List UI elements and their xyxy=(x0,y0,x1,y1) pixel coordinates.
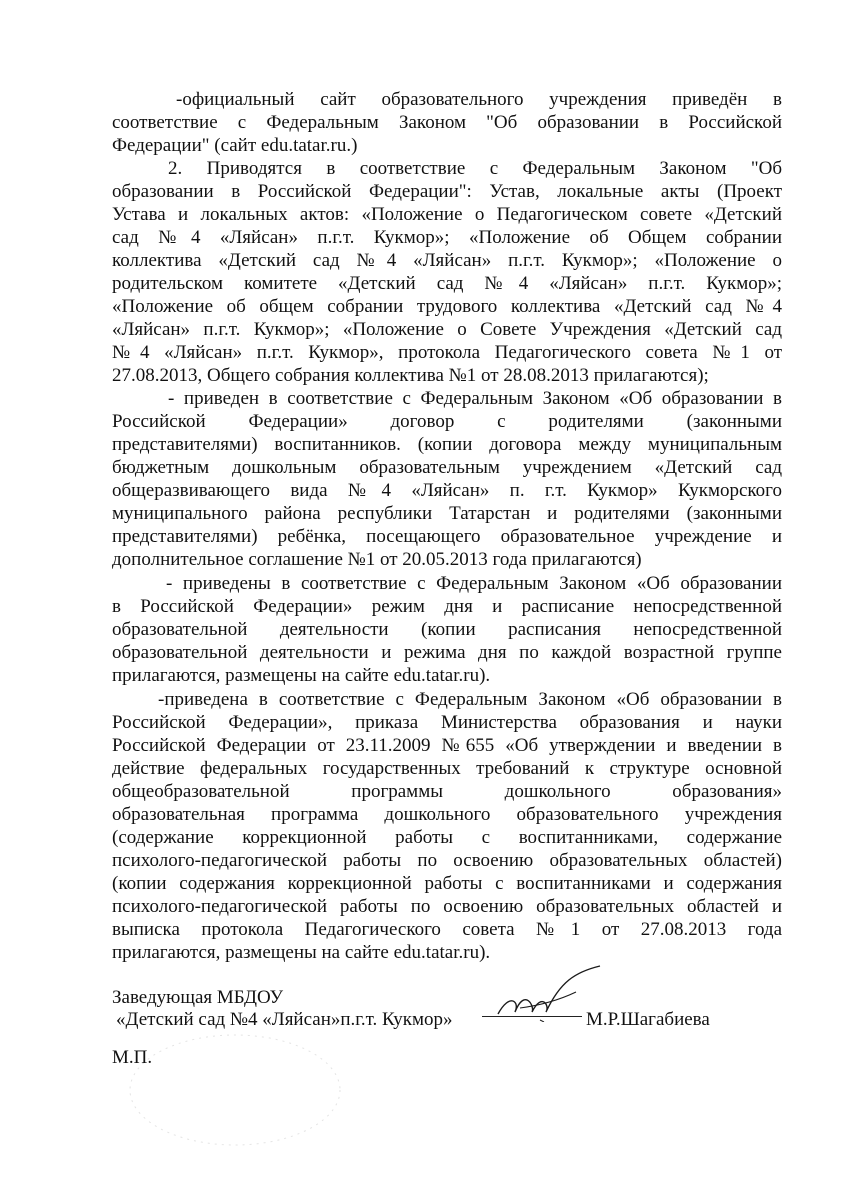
institution-name: «Детский сад №4 «Ляйсан»п.г.т. Кукмор» xyxy=(116,1009,453,1030)
text-line: (содержание коррекционной работы с воспитанниками, содержание xyxy=(112,827,782,848)
text-line: выписка протокола Педагогического совета №1 от 27.08.2013 года xyxy=(112,919,782,940)
signatory-name: М.Р.Шагабиева xyxy=(586,1009,710,1030)
text-line: образовательной деятельности (копии расписания непосредственной xyxy=(112,619,782,640)
text-line: 2. Приводятся в соответствие с Федеральным Законом "Об xyxy=(168,158,782,179)
text-line: муниципального района республики Татарстан и родителями (законными xyxy=(112,503,782,524)
text-line: психолого-педагогической работы по освоению образовательных областей и xyxy=(112,896,782,917)
text-line: соответствие с Федеральным Законом "Об образовании в Российской xyxy=(112,112,782,133)
text-line: Устава и локальных актов: «Положение о Педагогическом совете «Детский xyxy=(112,204,782,225)
text-line: общеразвивающего вида №4 «Ляйсан» п. г.т. Кукмор» Кукморского xyxy=(112,480,782,501)
text-line: прилагаются, размещены на сайте edu.tatar.ru). xyxy=(112,942,491,963)
signature-line xyxy=(482,1016,582,1017)
text-line: -приведена в соответствие с Федеральным Законом «Об образовании в xyxy=(158,689,782,710)
text-line: сад №4 «Ляйсан» п.г.т. Кукмор»; «Положение об Общем собрании xyxy=(112,227,782,248)
text-line: Российской Федерации», приказа Министерства образования и науки xyxy=(112,712,782,733)
text-line: коллектива «Детский сад №4 «Ляйсан» п.г.т. Кукмор»; «Положение о xyxy=(112,250,782,271)
text-line: родительском комитете «Детский сад №4 «Ляйсан» п.г.т. Кукмор»; xyxy=(112,273,782,294)
position-title: Заведующая МБДОУ xyxy=(112,987,284,1008)
text-line: Федерации" (сайт edu.tatar.ru.) xyxy=(112,135,358,156)
text-line: в Российской Федерации» режим дня и расписание непосредственной xyxy=(112,596,782,617)
text-line: образовательной деятельности и режима дня по каждой возрастной группе xyxy=(112,642,782,663)
text-line: «Положение об общем собрании трудового коллектива «Детский сад №4 xyxy=(112,296,782,317)
text-line: -официальный сайт образовательного учреждения приведён в xyxy=(176,89,782,110)
text-line: представителями) воспитанников. (копии договора между муниципальным xyxy=(112,434,782,455)
text-line: (копии содержания коррекционной работы с воспитанниками и содержания xyxy=(112,873,782,894)
stamp-place-label: М.П. xyxy=(112,1047,153,1068)
faint-stamp-mark xyxy=(110,1020,360,1150)
text-line: Российской Федерации от 23.11.2009 №655 «Об утверждении и введении в xyxy=(112,735,782,756)
text-line: «Ляйсан» п.г.т. Кукмор»; «Положение о Совете Учреждения «Детский сад xyxy=(112,319,782,340)
text-line: прилагаются, размещены на сайте edu.tatar.ru). xyxy=(112,665,491,686)
text-line: №4 «Ляйсан» п.г.т. Кукмор», протокола Педагогического совета №1 от xyxy=(112,342,782,363)
text-line: дополнительное соглашение №1 от 20.05.2013 года прилагаются) xyxy=(112,549,642,570)
text-line: 27.08.2013, Общего собрания коллектива №1 от 28.08.2013 прилагаются); xyxy=(112,365,709,386)
text-line: бюджетным дошкольным образовательным учреждением «Детский сад xyxy=(112,457,782,478)
text-line: - приведены в соответствие с Федеральным Законом «Об образовании xyxy=(166,573,782,594)
text-line: общеобразовательной программы дошкольного образования» xyxy=(112,781,782,802)
text-line: представителями) ребёнка, посещающего образовательное учреждение и xyxy=(112,526,782,547)
text-line: образовании в Российской Федерации": Устав, локальные акты (Проект xyxy=(112,181,782,202)
text-line: - приведен в соответствие с Федеральным Законом «Об образовании в xyxy=(168,388,782,409)
text-line: психолого-педагогической работы по освоению образовательных областей) xyxy=(112,850,782,871)
text-line: действие федеральных государственных требований к структуре основной xyxy=(112,758,782,779)
text-line: образовательная программа дошкольного образовательного учреждения xyxy=(112,804,782,825)
text-line: Российской Федерации» договор с родителями (законными xyxy=(112,411,782,432)
